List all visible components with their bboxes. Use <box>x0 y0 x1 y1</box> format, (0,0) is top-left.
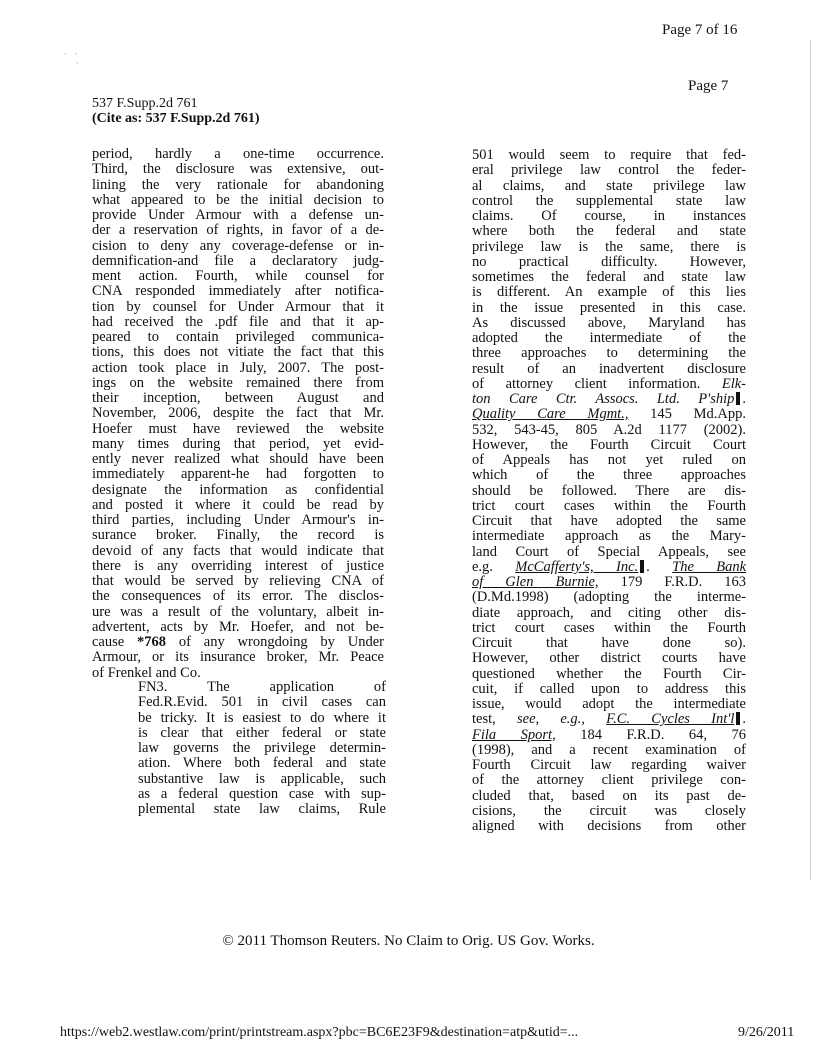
mccafferty-case-link[interactable]: McCafferty's, Inc. <box>515 558 639 575</box>
text-line: sometimes the federal and state law <box>472 269 746 285</box>
text-line: cluded that, based on its past de- <box>472 787 746 804</box>
text-line: as a federal question case with sup- <box>138 785 386 802</box>
text-line: eral privilege law control the feder- <box>472 162 746 179</box>
text-line: However, other district courts have <box>472 650 746 667</box>
text-line: trict court cases within the Fourth <box>472 497 746 514</box>
text-line: designate the information as confidential <box>92 481 384 498</box>
right-lines-d <box>472 743 746 835</box>
bank-case-link[interactable]: The Bank <box>672 558 747 575</box>
scan-specks: · · · <box>64 50 79 68</box>
text-line: is different. An example of this lies <box>472 284 746 301</box>
text-line: surance broker. Finally, the record is <box>92 527 384 544</box>
text-line: control the supplemental state law <box>472 192 746 209</box>
text-line: cuit, if called upon to address this <box>472 680 746 697</box>
text-line: and posted it where it could be read by <box>92 496 384 513</box>
text-line: should be followed. There are dis- <box>472 482 746 499</box>
text-line: privilege law is the same, there is <box>472 238 746 255</box>
text-line: be tricky. It is easiest to do where it <box>138 709 386 726</box>
text-line: of the attorney client privilege con- <box>472 772 746 789</box>
text-line: Circuit that have adopted the same <box>472 513 746 529</box>
elkton-case-link[interactable]: Elk- <box>721 375 746 392</box>
text-line: that would be served by relieving CNA of <box>92 573 384 589</box>
elkton-line <box>472 377 746 392</box>
text-line: immediately apparent-he had forgotten to <box>92 466 384 483</box>
text-line: of Frenkel and Co. <box>92 664 201 681</box>
footnote-fn3 <box>138 680 386 817</box>
text-line: diate approach, and citing other dis- <box>472 604 746 621</box>
print-date: 9/26/2011 <box>738 1025 795 1040</box>
text-line: demnification-and file a declaratory judg- <box>92 252 384 269</box>
text-line: aligned with decisions from other <box>472 818 746 834</box>
text-line: no practical difficulty. However, <box>472 253 746 270</box>
text-line: intermediate approach as the Mary- <box>472 528 746 545</box>
text-line: ings on the website remained there from <box>92 374 384 391</box>
text-line: Circuit that have done so). <box>472 635 746 651</box>
text-line: where both the federal and state <box>472 223 746 240</box>
text-line: ently never realized what should have been <box>92 451 384 467</box>
text-line: plemental state law claims, Rule <box>138 801 386 817</box>
text-line: trict court cases within the Fourth <box>472 619 746 636</box>
text-line: many times during that period, yet evid- <box>92 435 384 452</box>
text-line: As discussed above, Maryland has <box>472 314 746 331</box>
left-column <box>92 147 384 681</box>
fila-case-link[interactable]: Fila Sport, <box>472 726 556 743</box>
page-number: Page 7 <box>688 78 729 94</box>
page-edge-rule <box>810 40 811 880</box>
citation-label: (Cite as: 537 F.Supp.2d 761) <box>92 111 260 126</box>
text-line: Hoefer must have reviewed the website <box>92 420 384 437</box>
text-line: adopted the intermediate of the <box>472 330 746 346</box>
footnote-lines <box>138 680 386 817</box>
glen-case-link[interactable]: of Glen Burnie, <box>472 574 599 590</box>
text-line: what appeared to be the initial decision to <box>92 191 384 208</box>
fc-cycles-case-link[interactable]: F.C. Cycles Int'l <box>606 711 735 728</box>
text-line: tion by counsel for Under Armour that it <box>92 298 384 315</box>
elkton-line-2: ton Care Ctr. Assocs. Ltd. P'ship . <box>472 391 746 407</box>
text-line: law governs the privilege determin- <box>138 740 386 756</box>
text-fragment: 145 Md.App. <box>628 406 746 423</box>
copyright-footer: © 2011 Thomson Reuters. No Claim to Orig. US Gov. Works. <box>222 933 595 949</box>
elkton-case-link-2[interactable]: ton Care Ctr. Assocs. Ltd. P'ship <box>472 391 735 407</box>
left-column-lines <box>92 147 384 635</box>
text-line: issue, would adopt the intermediate <box>472 696 746 712</box>
text-line: November, 2006, despite the fact that Mr. <box>92 405 384 422</box>
text-line: (D.Md.1998) (adopting the interme- <box>472 589 746 606</box>
text-line: the consequences of its error. The disclos- <box>92 588 384 605</box>
text-line: ation. Where both federal and state <box>138 755 386 772</box>
glen-line <box>472 575 746 590</box>
text-line: devoid of any facts that would indicate that <box>92 542 384 559</box>
right-lines-b <box>472 423 746 560</box>
citation-reporter: 537 F.Supp.2d 761 <box>92 96 198 111</box>
text-line: their inception, between August and <box>92 390 384 406</box>
right-lines-c <box>472 590 746 712</box>
star-page-marker: *768 <box>137 634 167 650</box>
text-line: had received the .pdf file and that it ap- <box>92 313 384 330</box>
text-line: der a reservation of rights, in favor of a de- <box>92 222 384 239</box>
text-line: cisions, the circuit was closely <box>472 802 746 819</box>
text-line: third parties, including Under Armour's in- <box>92 512 384 528</box>
text-line: result of an inadvertent disclosure <box>472 360 746 377</box>
page-of-label: Page 7 of 16 <box>662 22 738 38</box>
right-lines-a <box>472 148 746 377</box>
right-column <box>472 148 746 834</box>
text-line: Third, the disclosure was extensive, out- <box>92 161 384 178</box>
text-line: lining the very rationale for abandoning <box>92 176 384 193</box>
text-line: (1998), and a recent examination of <box>472 741 746 758</box>
text-fragment: of attorney client information. <box>472 375 722 392</box>
keycite-flag-icon[interactable] <box>736 712 740 725</box>
text-line: of Appeals has not yet ruled on <box>472 452 746 468</box>
text-line: Fourth Circuit law regarding waiver <box>472 757 746 773</box>
text-line: substantive law is applicable, such <box>138 770 386 787</box>
text-line: there is any overriding interest of justice <box>92 557 384 574</box>
fila-line <box>472 728 746 743</box>
keycite-flag-icon[interactable] <box>736 392 740 405</box>
text-line: cision to deny any coverage-defense or in- <box>92 237 384 254</box>
quality-case-link[interactable]: Quality Care Mgmt., <box>472 406 629 423</box>
mccafferty-line: e.g. McCafferty's, Inc. . The Bank <box>472 558 747 575</box>
text-line: However, the Fourth Circuit Court <box>472 436 746 453</box>
text-line: CNA responded immediately after notifica- <box>92 283 384 300</box>
text-fragment: 184 F.R.D. 64, 76 <box>555 726 747 743</box>
signal-see-eg: see, e.g., <box>516 711 585 728</box>
text-fragment: of any wrongdoing by Under <box>166 634 384 650</box>
text-fragment: test, <box>472 711 517 728</box>
text-line: Armour, or its insurance broker, Mr. Peace <box>92 649 384 666</box>
text-line: three approaches to determining the <box>472 345 746 362</box>
keycite-flag-icon[interactable] <box>640 560 644 573</box>
text-line: FN3. The application of <box>138 679 386 695</box>
text-line: ure was a result of the voluntary, albeit in- <box>92 603 384 620</box>
text-line: ment action. Fourth, while counsel for <box>92 268 384 284</box>
text-line: Fed.R.Evid. 501 in civil cases can <box>138 694 386 711</box>
text-line: land Court of Special Appeals, see <box>472 543 746 560</box>
text-line: questioned whether the Fourth Cir- <box>472 665 746 682</box>
text-line: 532, 543-45, 805 A.2d 1177 (2002). <box>472 421 746 438</box>
text-line: advertent, acts by Mr. Hoefer, and not be- <box>92 618 384 635</box>
text-line: claims. Of course, in instances <box>472 208 746 224</box>
text-line: al claims, and state privilege law <box>472 177 746 194</box>
text-line: tions, this does not vitiate the fact that this <box>92 344 384 361</box>
text-line: which of the three approaches <box>472 467 746 484</box>
text-line: peared to contain privileged communica- <box>92 329 384 345</box>
text-line: provide Under Armour with a defense un- <box>92 207 384 223</box>
text-line: is clear that either federal or state <box>138 724 386 741</box>
fc-cycles-line: test, see, e.g., F.C. Cycles Int'l . <box>472 711 747 728</box>
text-line: in the issue presented in this case. <box>472 299 746 316</box>
text-fragment: e.g. <box>472 558 516 575</box>
quality-line <box>472 407 746 422</box>
print-url: https://web2.westlaw.com/print/printstream.aspx?pbc=BC6E23F9&destination=atp&utid=... <box>60 1025 579 1040</box>
text-line: action took place in July, 2007. The post- <box>92 359 384 376</box>
star-page-line <box>92 635 384 650</box>
text-fragment: cause <box>92 634 138 650</box>
text-line: 501 would seem to require that fed- <box>472 147 746 163</box>
text-line: period, hardly a one-time occurrence. <box>92 146 384 162</box>
text-fragment: 179 F.R.D. 163 <box>598 574 746 590</box>
left-column-tail <box>92 650 384 681</box>
